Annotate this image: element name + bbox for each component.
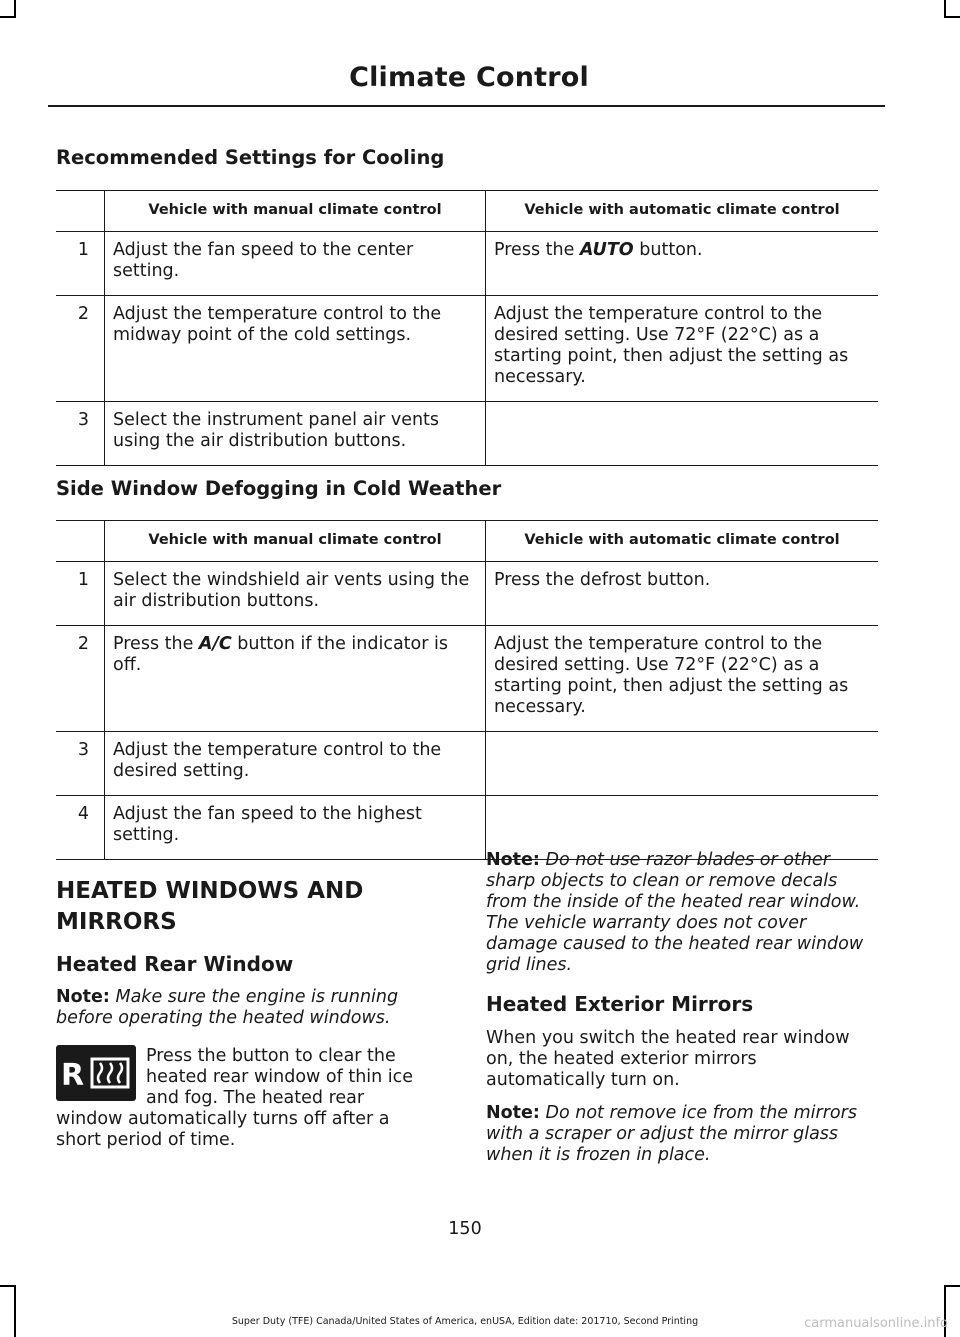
step-auto: Press the defrost button. — [486, 562, 879, 626]
step-number: 1 — [56, 562, 105, 626]
table-header-row — [56, 191, 878, 232]
watermark: carmanualsonline.info — [804, 1316, 948, 1331]
step-auto-pre: Press the — [494, 240, 580, 260]
step-manual: Select the windshield air vents using the air distribution buttons. — [105, 562, 486, 626]
step-number: 1 — [56, 232, 105, 296]
step-auto: Adjust the temperature control to the desired setting. Use 72°F (22°C) as a starting point, then adjust the setting as necessary. — [486, 296, 879, 402]
table-row — [56, 732, 878, 796]
defog-heading: Side Window Defogging in Cold Weather — [56, 477, 502, 500]
table-header-num — [56, 521, 105, 562]
note-label: Note: — [56, 987, 110, 1007]
table-row — [56, 402, 878, 466]
table-header-auto: Vehicle with automatic climate control — [486, 521, 879, 562]
step-manual: Select the instrument panel air vents using the air distribution buttons. — [105, 402, 486, 466]
crop-mark — [944, 1285, 960, 1287]
table-header-row — [56, 521, 878, 562]
crop-mark — [0, 16, 16, 18]
step-number: 3 — [56, 732, 105, 796]
note-ice — [486, 1103, 881, 1166]
section-heading-line1: HEATED WINDOWS AND — [56, 878, 364, 904]
table-row — [56, 232, 878, 296]
step-manual — [105, 626, 486, 732]
table-row — [56, 626, 878, 732]
table-row — [56, 562, 878, 626]
table-header-manual: Vehicle with manual climate control — [105, 191, 486, 232]
crop-mark — [14, 1285, 16, 1337]
right-column — [486, 850, 881, 1166]
step-manual: Adjust the fan speed to the highest setting. — [105, 796, 486, 860]
cooling-heading: Recommended Settings for Cooling — [56, 146, 445, 169]
note-label: Note: — [486, 1103, 540, 1123]
icon-letter: R — [61, 1058, 85, 1093]
page-title: Climate Control — [349, 62, 589, 93]
step-number: 2 — [56, 626, 105, 732]
note-razor — [486, 850, 881, 976]
step-auto — [486, 732, 879, 796]
step-manual-post: button if the indicator is off. — [113, 634, 448, 675]
step-auto-post: button. — [633, 240, 703, 260]
mirrors-text: When you switch the heated rear window on, the heated exterior mirrors automatically turn on. — [486, 1028, 850, 1090]
section-heading-line2: MIRRORS — [56, 909, 177, 935]
note-ice-text: Do not remove ice from the mirrors with a scraper or adjust the mirror glass when it is frozen in place. — [486, 1103, 857, 1165]
crop-mark — [944, 16, 960, 18]
step-manual-pre: Press the — [113, 634, 199, 654]
step-auto — [486, 232, 879, 296]
left-column — [56, 876, 436, 1029]
table-header-num — [56, 191, 105, 232]
step-manual: Adjust the temperature control to the desired setting. — [105, 732, 486, 796]
auto-key-label: AUTO — [579, 240, 634, 260]
title-divider — [48, 105, 885, 107]
step-number: 4 — [56, 796, 105, 860]
step-auto — [486, 402, 879, 466]
mirrors-heading: Heated Exterior Mirrors — [486, 992, 754, 1016]
defog-table — [56, 520, 878, 860]
rear-window-heading: Heated Rear Window — [56, 952, 294, 976]
step-number: 2 — [56, 296, 105, 402]
step-auto: Adjust the temperature control to the desired setting. Use 72°F (22°C) as a starting point, then adjust the setting as necessary. — [486, 626, 879, 732]
table-header-auto: Vehicle with automatic climate control — [486, 191, 879, 232]
press-text: Press the button to clear the heated rear window of thin ice and fog. The heated rear window automatically turns off after a short period of time. — [56, 1046, 414, 1150]
table-row — [56, 296, 878, 402]
note-label: Note: — [486, 850, 540, 870]
step-manual: Adjust the fan speed to the center setting. — [105, 232, 486, 296]
crop-mark — [0, 1285, 16, 1287]
cooling-table — [56, 190, 878, 466]
step-number: 3 — [56, 402, 105, 466]
note-engine-text: Make sure the engine is running before operating the heated windows. — [56, 987, 399, 1028]
note-engine — [56, 987, 436, 1029]
note-razor-text: Do not use razor blades or other sharp objects to clean or remove decals from the inside of the heated rear window. The vehicle warranty does not cover damage caused to the heated rear window grid lines. — [486, 850, 864, 975]
step-manual: Adjust the temperature control to the midway point of the cold settings. — [105, 296, 486, 402]
press-paragraph — [56, 1046, 436, 1151]
ac-key-label: A/C — [198, 634, 232, 654]
footer-text: Super Duty (TFE) Canada/United States of America, enUSA, Edition date: 201710, Second Printing — [231, 1316, 699, 1327]
page-number: 150 — [448, 1219, 482, 1239]
table-header-manual: Vehicle with manual climate control — [105, 521, 486, 562]
